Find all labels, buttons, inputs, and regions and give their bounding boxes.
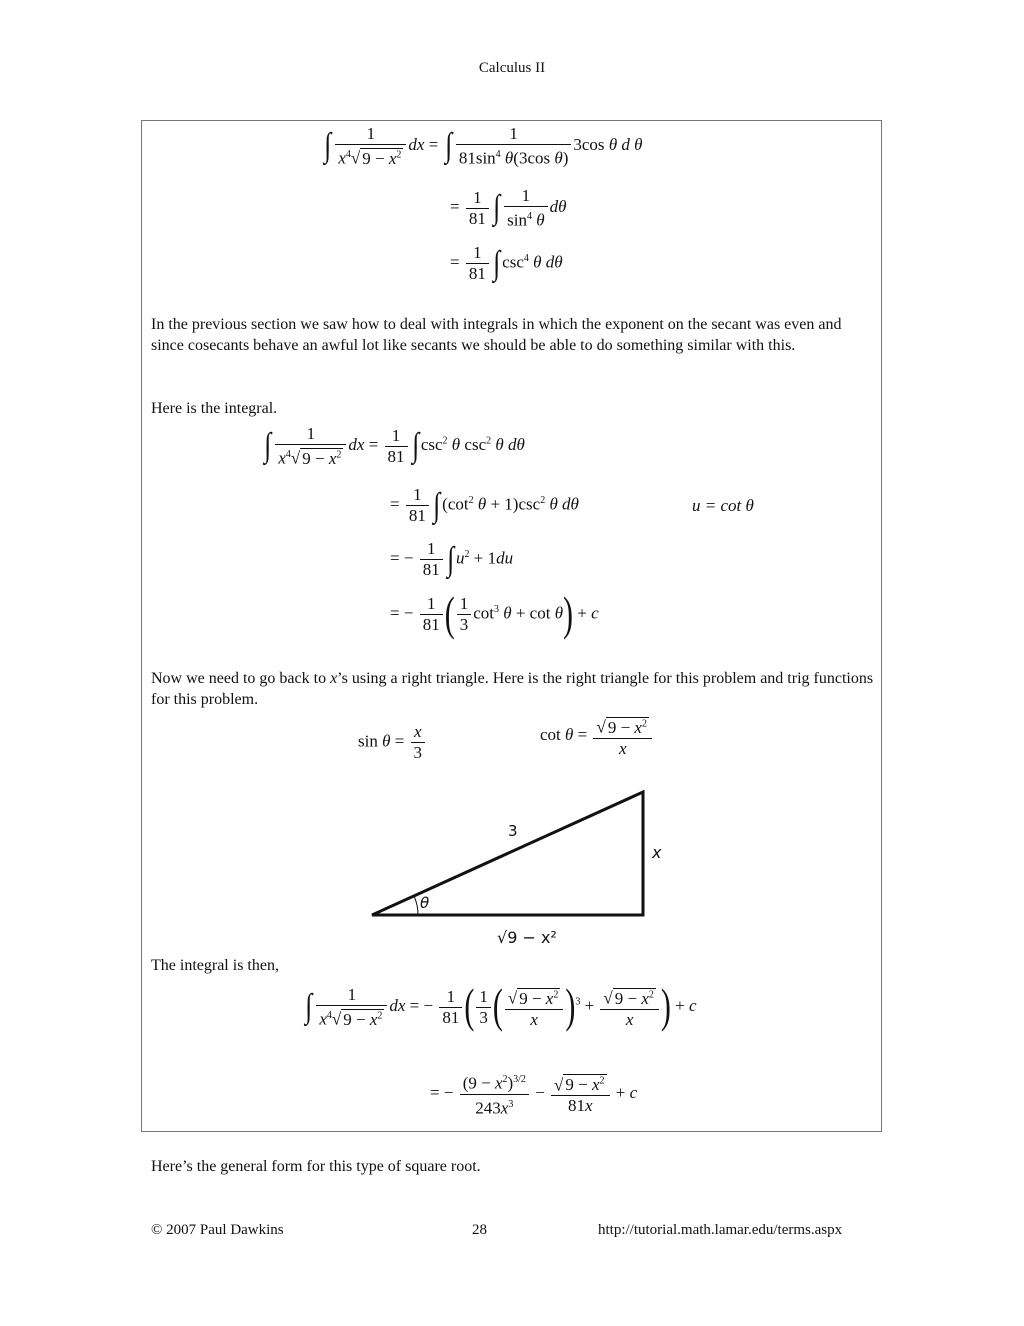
equation-2-line-1: ∫ $\frac{1}{x^4√ 9 - x^2}$ dx = $\frac{1}{81}$ ∫ $\csc^2 \theta$ $\csc^2 \theta$ dθ xyxy=(264,424,525,468)
equation-1-line-2: = $\frac{1}{81}$ ∫ $\frac{1}{\sin^4 \theta}$ dθ xyxy=(450,186,567,230)
footer-copyright: © 2007 Paul Dawkins xyxy=(151,1222,284,1238)
equation-3-line-1: ∫ $\frac{1}{x^4√ 9 - x^2}$ dx = − $\frac{1}{81}$ ( $\frac{1}{3}$ ( $\frac{√ 9 - x^2}{x}$ )$^3$ + $\frac{√ 9 - x^2}{x}$ ) + c xyxy=(305,980,697,1033)
hypotenuse-label: 3 xyxy=(508,822,518,840)
paragraph-general-form: Here’s the general form for this type of square root. xyxy=(151,1158,481,1175)
angle-arc xyxy=(414,896,418,915)
footer-page-number: 28 xyxy=(472,1222,487,1238)
paragraph-integral-then: The integral is then, xyxy=(151,957,279,974)
substitution-note: u = cot θ xyxy=(692,496,754,515)
angle-label: θ xyxy=(420,894,430,912)
equation-1-line-3: = $\frac{1}{81}$ ∫ $\csc^4 \theta$ dθ xyxy=(450,243,563,283)
equation-2-line-3: = − $\frac{1}{81}$ ∫ $u^2 + 1du$ xyxy=(390,539,514,579)
cot-theta-formula: cot θ = $\frac{√ 9 - x^2}{x}$ xyxy=(540,714,654,759)
paragraph-secant: In the previous section we saw how to deal with integrals in which the exponent on the secant was even and since cosecants behave an awful lot like secants we should be able to do something similar with this. xyxy=(151,316,842,354)
paragraph-here-integral: Here is the integral. xyxy=(151,400,278,417)
sin-theta-formula: sin θ = $\frac{x}{3}$ xyxy=(358,722,427,763)
right-triangle-diagram xyxy=(360,780,680,950)
equation-1-line-1: ∫ $\frac{1}{x^4√ 9 - x^2}$ dx = ∫ $\frac{1}{81\sin^4 \theta(3\cos \theta)}$ 3cos θ d θ xyxy=(324,124,643,168)
equation-2-line-4: = − $\frac{1}{81}$ ( $\frac{1}{3}$ $\cot^3 \theta + \cot \theta) + c$ xyxy=(390,587,599,641)
opposite-label: x xyxy=(652,843,662,862)
footer-url[interactable]: http://tutorial.math.lamar.edu/terms.aspx xyxy=(598,1222,843,1238)
page-header: Calculus II xyxy=(478,60,546,76)
equation-2-line-2: = $\frac{1}{81}$ ∫ ($\cot^2$ $\theta + 1)\csc^2$ θ dθ xyxy=(390,485,579,525)
triangle-shape xyxy=(372,792,643,915)
adjacent-label: √9 − x² xyxy=(497,928,557,947)
equation-3-line-2: = − $\frac{(9 - x^2)^{3/2}}{243x^3}$ − $\frac{√ 9 - x^2}{81x}$ + c xyxy=(430,1070,637,1118)
paragraph-right-triangle: Now we need to go back to x’s using a right triangle. Here is the right triangle for this problem and trig functions for this problem. xyxy=(151,670,874,708)
